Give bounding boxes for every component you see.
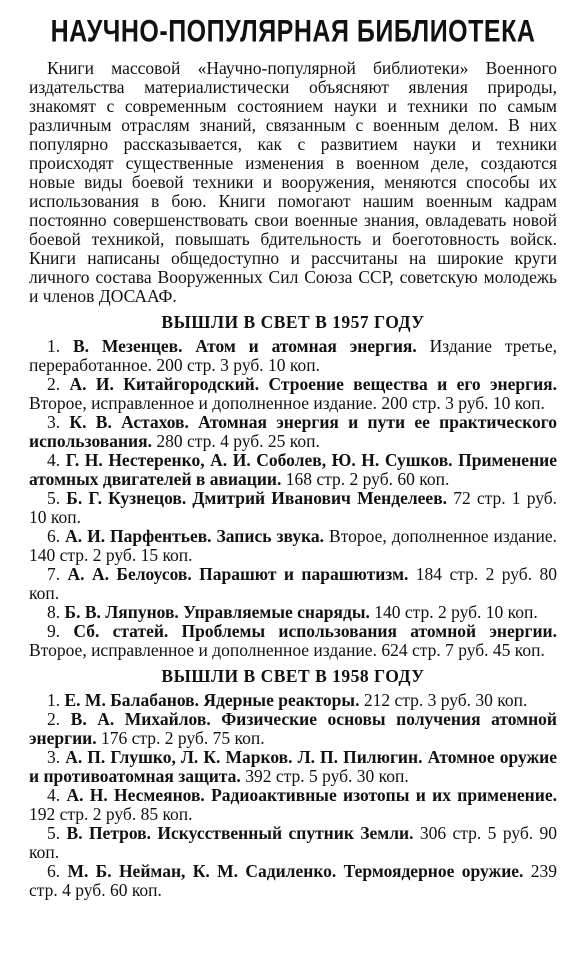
book-entry <box>29 375 557 413</box>
book-entry <box>29 451 557 489</box>
entry-author: Г. Н. Нестеренко, А. И. Соболев, Ю. Н. Сушков. <box>65 450 453 470</box>
entry-number: 4. <box>47 785 61 805</box>
entry-author: А. Н. Несмеянов. <box>66 785 205 805</box>
entry-details: Второе, исправленное и дополненное издание. 200 стр. 3 руб. 10 коп. <box>29 393 545 413</box>
entry-title: Ядерные реакторы. <box>203 690 360 710</box>
section-1958 <box>29 666 557 900</box>
entry-number: 3. <box>47 747 61 767</box>
book-list <box>29 337 557 660</box>
entry-author: В. Мезенцев. <box>72 336 183 356</box>
entry-details: 239 стр. 4 руб. 60 коп. <box>29 861 557 900</box>
entry-title: Запись звука. <box>216 526 325 546</box>
entry-details: 212 стр. 3 руб. 30 коп. <box>363 690 528 710</box>
book-entry <box>29 622 557 660</box>
entry-title: Строение вещества и его энергия. <box>268 374 558 394</box>
entry-author: Сб. статей. <box>73 621 169 641</box>
entry-author: Б. Г. Кузнецов. <box>66 488 187 508</box>
entry-details: Издание третье, переработанное. 200 стр. 3 руб. 10 коп. <box>29 336 558 375</box>
entry-number: 7. <box>47 564 61 584</box>
book-entry <box>29 603 557 622</box>
entry-author: Б. В. Ляпунов. <box>64 602 179 622</box>
entry-title: Атомное оружие и противоатомная защита. <box>29 747 558 786</box>
entry-number: 9. <box>47 621 61 641</box>
entry-details: 176 стр. 2 руб. 75 коп. <box>101 728 265 748</box>
entry-author: А. И. Парфентьев. <box>65 526 212 546</box>
entry-title: Атом и атомная энергия. <box>195 336 417 356</box>
entry-details: Второе, исправленное и дополненное издание. 624 стр. 7 руб. 45 коп. <box>29 640 545 660</box>
entry-author: М. Б. Нейман, К. М. Садиленко. <box>67 861 337 881</box>
section-1957 <box>29 312 557 660</box>
page-title: НАУЧНО-ПОПУЛЯРНАЯ БИБЛИОТЕКА <box>50 14 536 49</box>
entry-details: 72 стр. 1 руб. 10 коп. <box>29 488 558 527</box>
entry-number: 6. <box>47 861 61 881</box>
book-entry <box>29 413 557 451</box>
entry-title: Физические основы получения атомной энергии. <box>29 709 557 748</box>
entry-author: Е. М. Балабанов. <box>64 690 199 710</box>
entry-title: Дмитрий Иванович Менделеев. <box>192 488 448 508</box>
entry-number: 2. <box>47 709 61 729</box>
intro-paragraph: Книги массовой «Научно-популярной библиотеки» Военного издательства материалистически объясняют явления природы, знакомят с современным состоянием науки и техники по самым различным отраслям знаний, связанным с военным делом. В них популярно рассказывается, как с развитием науки и техники происходят существенные изменения в военном деле, создаются новые виды боевой техники и вооружения, меняются способы их использования в бою. Книги помогают нашим военным кадрам постоянно совершенствовать свои военные знания, овладевать новой боевой техникой, повышать бдительность и боеготовность войск. Книги написаны общедоступно и рассчитаны на широкие круги личного состава Вооруженных Сил Союза ССР, советскую молодежь и членов ДОСААФ. <box>29 58 557 306</box>
entry-author: А. А. Белоусов. <box>67 564 192 584</box>
entry-number: 4. <box>47 450 61 470</box>
book-entry <box>29 748 557 786</box>
entry-number: 5. <box>47 488 61 508</box>
entry-details: 306 стр. 5 руб. 90 коп. <box>29 823 558 862</box>
entry-title: Применение атомных двигателей в авиации. <box>29 450 558 489</box>
entry-number: 5. <box>47 823 61 843</box>
entry-number: 6. <box>47 526 61 546</box>
book-entry <box>29 824 557 862</box>
book-entry <box>29 786 557 824</box>
entry-number: 1. <box>47 336 61 356</box>
section-heading: ВЫШЛИ В СВЕТ В 1958 ГОДУ <box>161 666 425 686</box>
entry-details: Второе, дополненное издание. 140 стр. 2 руб. 15 коп. <box>29 526 558 565</box>
entry-title: Термоядерное оружие. <box>343 861 524 881</box>
entry-title: Искусственный спутник Земли. <box>157 823 414 843</box>
entry-author: В. Петров. <box>66 823 152 843</box>
entry-title: Проблемы использования атомной энергии. <box>181 621 558 641</box>
entry-details: 168 стр. 2 руб. 60 коп. <box>285 469 450 489</box>
book-entry <box>29 565 557 603</box>
entry-author: К. В. Астахов. <box>69 412 189 432</box>
entry-author: А. П. Глушко, Л. К. Марков. Л. П. Пилюгин. <box>65 747 423 767</box>
book-list <box>29 691 557 900</box>
entry-details: 392 стр. 5 руб. 30 коп. <box>245 766 409 786</box>
entry-details: 184 стр. 2 руб. 80 коп. <box>29 564 557 603</box>
entry-number: 1. <box>47 690 61 710</box>
entry-details: 140 стр. 2 руб. 10 коп. <box>374 602 538 622</box>
book-entry <box>29 691 557 710</box>
section-heading: ВЫШЛИ В СВЕТ В 1957 ГОДУ <box>161 312 425 332</box>
entry-number: 3. <box>47 412 61 432</box>
book-entry <box>29 337 557 375</box>
entry-number: 2. <box>47 374 61 394</box>
entry-title: Парашют и парашютизм. <box>199 564 409 584</box>
book-entry <box>29 862 557 900</box>
entry-author: А. И. Китайгородский. <box>69 374 260 394</box>
book-entry <box>29 527 557 565</box>
entry-details: 192 стр. 2 руб. 85 коп. <box>29 804 193 824</box>
book-entry <box>29 710 557 748</box>
entry-author: В. А. Михайлов. <box>70 709 211 729</box>
entry-number: 8. <box>47 602 61 622</box>
book-entry <box>29 489 557 527</box>
entry-title: Атомная энергия и пути ее практического использования. <box>29 412 557 451</box>
entry-title: Управляемые снаряды. <box>183 602 370 622</box>
entry-title: Радиоактивные изотопы и их применение. <box>211 785 557 805</box>
entry-details: 280 стр. 4 руб. 25 коп. <box>156 431 320 451</box>
